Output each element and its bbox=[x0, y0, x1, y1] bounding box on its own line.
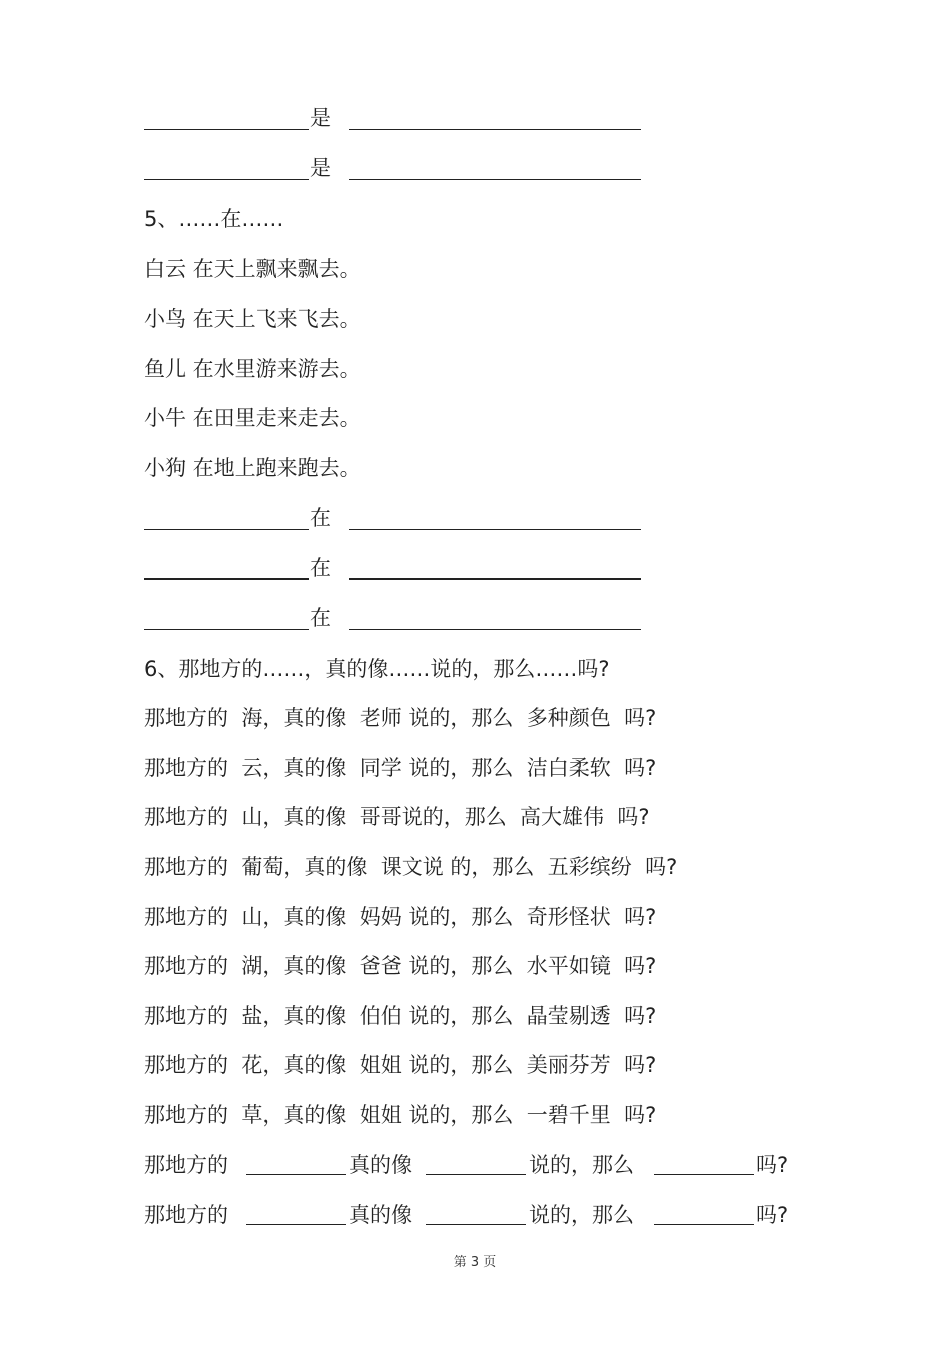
example-line: 那地方的 盐，真的像 伯伯 说的，那么 晶莹剔透 吗? bbox=[144, 1004, 657, 1028]
blank-line bbox=[426, 1224, 526, 1225]
example-line: 那地方的 花，真的像 姐姐 说的，那么 美丽芬芳 吗? bbox=[144, 1053, 657, 1077]
fill-word: 是 bbox=[310, 156, 331, 180]
fill-sentence-row-2 bbox=[144, 1197, 804, 1229]
blank-line bbox=[246, 1174, 346, 1175]
blank-line bbox=[144, 129, 309, 130]
fill-row-shi-2 bbox=[144, 150, 644, 182]
fill-word: 在 bbox=[310, 506, 331, 530]
example-line: 那地方的 山，真的像 哥哥说的，那么 高大雄伟 吗? bbox=[144, 805, 650, 829]
example-line: 那地方的 湖，真的像 爸爸 说的，那么 水平如镜 吗? bbox=[144, 954, 657, 978]
fill-text: 真的像 bbox=[349, 1203, 412, 1227]
example-line: 白云 在天上飘来飘去。 bbox=[144, 257, 361, 281]
blank-line bbox=[426, 1174, 526, 1175]
blank-line bbox=[349, 629, 641, 630]
example-line: 小狗 在地上跑来跑去。 bbox=[144, 456, 361, 480]
blank-line bbox=[349, 179, 641, 180]
blank-line bbox=[349, 529, 641, 530]
fill-text: 那地方的 bbox=[144, 1153, 228, 1177]
fill-text: 吗? bbox=[756, 1203, 789, 1227]
fill-word: 是 bbox=[310, 106, 331, 130]
example-line: 那地方的 云，真的像 同学 说的，那么 洁白柔软 吗? bbox=[144, 756, 657, 780]
example-line: 鱼儿 在水里游来游去。 bbox=[144, 357, 361, 381]
fill-row-zai-1 bbox=[144, 500, 644, 532]
fill-text: 那地方的 bbox=[144, 1203, 228, 1227]
example-line: 小鸟 在天上飞来飞去。 bbox=[144, 307, 361, 331]
blank-line bbox=[144, 629, 309, 630]
fill-sentence-row-1 bbox=[144, 1147, 804, 1179]
fill-row-shi-1 bbox=[144, 100, 644, 132]
fill-row-zai-3 bbox=[144, 600, 644, 632]
fill-text: 说的，那么 bbox=[529, 1153, 634, 1177]
section6-heading: 6、那地方的……，真的像……说的，那么……吗? bbox=[144, 657, 610, 681]
section5-heading: 5、……在…… bbox=[144, 207, 284, 231]
example-line: 那地方的 草，真的像 姐姐 说的，那么 一碧千里 吗? bbox=[144, 1103, 657, 1127]
fill-text: 说的，那么 bbox=[529, 1203, 634, 1227]
blank-line bbox=[349, 129, 641, 130]
page-number: 第 3 页 bbox=[453, 1255, 497, 1270]
fill-text: 真的像 bbox=[349, 1153, 412, 1177]
fill-word: 在 bbox=[310, 556, 331, 580]
blank-line bbox=[349, 578, 641, 580]
fill-word: 在 bbox=[310, 606, 331, 630]
blank-line bbox=[654, 1174, 754, 1175]
example-line: 那地方的 葡萄，真的像 课文说 的，那么 五彩缤纷 吗? bbox=[144, 855, 678, 879]
example-line: 小牛 在田里走来走去。 bbox=[144, 406, 361, 430]
blank-line bbox=[144, 179, 309, 180]
fill-row-zai-2 bbox=[144, 550, 644, 582]
example-line: 那地方的 山，真的像 妈妈 说的，那么 奇形怪状 吗? bbox=[144, 905, 657, 929]
blank-line bbox=[144, 578, 309, 580]
blank-line bbox=[246, 1224, 346, 1225]
fill-text: 吗? bbox=[756, 1153, 789, 1177]
blank-line bbox=[654, 1224, 754, 1225]
blank-line bbox=[144, 529, 309, 530]
example-line: 那地方的 海，真的像 老师 说的，那么 多种颜色 吗? bbox=[144, 706, 657, 730]
